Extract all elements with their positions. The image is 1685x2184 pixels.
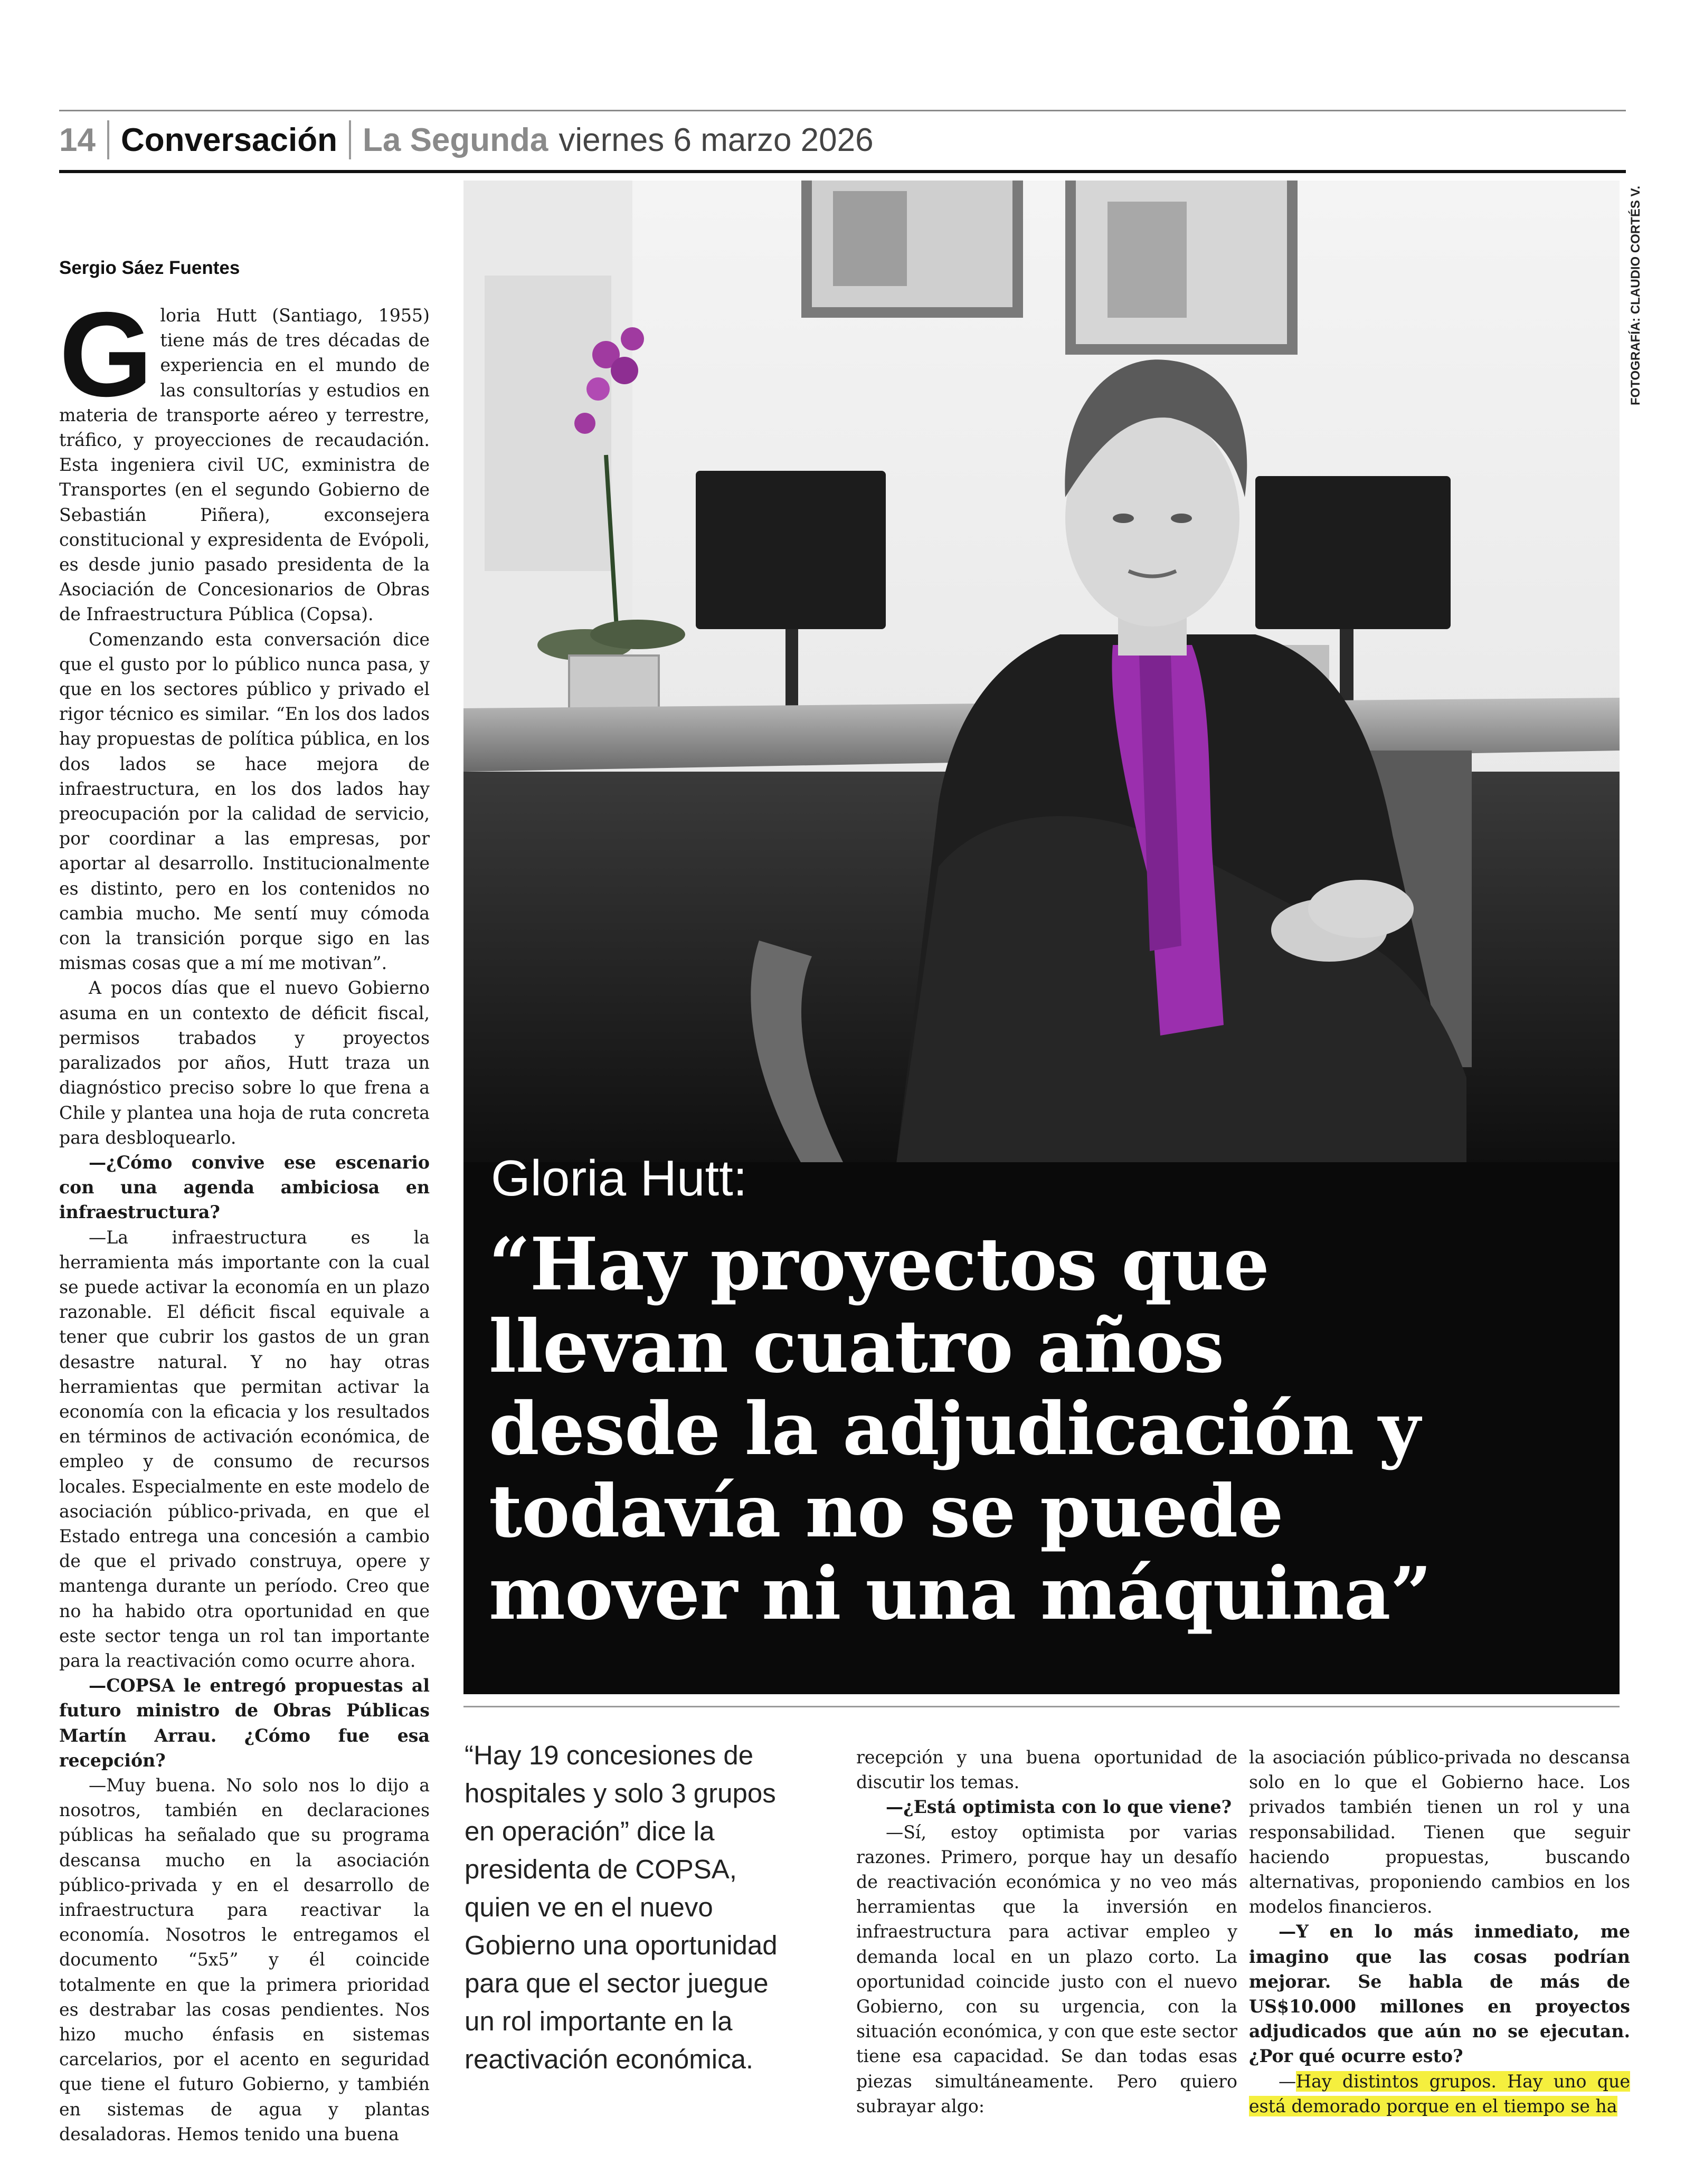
- issue-date: viernes 6 marzo 2026: [558, 121, 874, 158]
- answer-dash: —: [1279, 2071, 1296, 2092]
- interview-question: —¿Cómo convive ese escenario con una agenda ambiciosa en infraestructura?: [59, 1152, 430, 1223]
- pull-quote-line: para que el sector juegue: [465, 1968, 769, 1998]
- article-column-middle: [856, 1745, 1237, 2119]
- headline-line: mover ni una máquina”: [489, 1551, 1432, 1636]
- headline-line: llevan cuatro años: [489, 1304, 1224, 1389]
- pull-quote: [465, 1736, 813, 2078]
- article-column-left: [59, 288, 430, 2147]
- pull-quote-line: Gobierno una oportunidad: [465, 1930, 778, 1960]
- headline-line: “Hay proyectos que: [489, 1222, 1269, 1307]
- byline: Sergio Sáez Fuentes: [59, 258, 240, 278]
- header-separator: [349, 120, 351, 159]
- pull-quote-line: un rol importante en la: [465, 2006, 733, 2036]
- page-header: [59, 116, 874, 164]
- section-rule: [463, 1706, 1620, 1707]
- highlighted-text: Hay distintos grupos. Hay uno que está demorado porque en el tiempo se ha: [1249, 2071, 1630, 2116]
- photo-credit: FOTOGRAFÍA: CLAUDIO CORTÉS V.: [1629, 185, 1643, 406]
- pull-quote-line: hospitales y solo 3 grupos: [465, 1778, 776, 1808]
- page-number: 14: [59, 121, 96, 158]
- interview-answer-continued: recepción y una buena oportunidad de discutir los temas.: [856, 1747, 1237, 1793]
- pull-quote-line: “Hay 19 concesiones de: [465, 1740, 754, 1770]
- pull-quote-line: reactivación económica.: [465, 2044, 754, 2074]
- header-separator: [107, 120, 109, 159]
- interview-answer: —La infraestructura es la herramienta más importante con la cual se puede activar la economía en un plazo razonable. El déficit fiscal equivale a tener que cubrir los gastos de un gran desastre natural. Y no hay otras herramientas que permitan activar la economía con la eficacia y los resultados en términos de activación económica, de empleo y de consumo de recursos locales. Especialmente en este modelo de asociación público-privada, en que el Estado entrega una concesión a cambio de que el privado construya, opere y mantenga durante un período. Creo que no ha habido otra oportunidad en que este sector tenga un rol tan importante para la reactivación como ocurre ahora.: [59, 1227, 430, 1671]
- drop-cap: G: [59, 288, 153, 422]
- headline-kicker: Gloria Hutt:: [491, 1150, 747, 1207]
- pull-quote-line: presidenta de COPSA,: [465, 1854, 737, 1884]
- header-top-rule: [59, 110, 1626, 111]
- paragraph: A pocos días que el nuevo Gobierno asuma en un contexto de déficit fiscal, permisos trabados y proyectos paralizados por años, Hutt traza un diagnóstico preciso sobre lo que frena a Chile y plantea una hoja de ruta concreta para desbloquearlo.: [59, 977, 430, 1148]
- pull-quote-line: en operación” dice la: [465, 1816, 715, 1846]
- interview-answer-continued: la asociación público-privada no descansa solo en lo que el Gobierno hace. Los privados también tienen un rol y una responsabilidad. Tienen que seguir haciendo propuestas, buscando alternativas, proponiendo cambios en los modelos financieros.: [1249, 1747, 1630, 1917]
- paragraph: loria Hutt (Santiago, 1955) tiene más de tres décadas de experiencia en el mundo de las consultorías y estudios en materia de transporte aéreo y terrestre, tráfico, y proyecciones de recaudación. Esta ingeniera civil UC, exministra de Transportes (en el segundo Gobierno de Sebastián Piñera), exconsejera constitucional y expresidenta de Evópoli, es desde junio pasado presidenta de la Asociación de Concesionarios de Obras de Infraestructura Pública (Copsa).: [59, 305, 430, 625]
- headline: [489, 1223, 1608, 1635]
- paragraph: Comenzando esta conversación dice que el gusto por lo público nunca pasa, y que en los sectores público y privado el rigor técnico es similar. “En los dos lados hay propuestas de política pública, en los dos lados se hace mejora de infraestructura, en los dos lados hay preocupación por la calidad de servicio, por coordinar a las empresas, por aportar al desarrollo. Institucionalmente es distinto, pero en los contenidos no cambia mucho. Me sentí muy cómoda con la transición porque sigo en las mismas cosas que a mí me motivan”.: [59, 629, 430, 974]
- interview-question: —¿Está optimista con lo que viene?: [886, 1797, 1232, 1818]
- interview-answer: —Sí, estoy optimista por varias razones. Primero, porque hay un desafío de reactivación económica y no veo más herramientas que la inversión en infraestructura para activar empleo y demanda local en un plazo corto. La oportunidad coincide justo con el nuevo Gobierno, con su urgencia, con la situación económica, y con que este sector tiene esa capacidad. Se dan todas esas piezas simultáneamente. Pero quiero subrayar algo:: [856, 1821, 1237, 2116]
- header-bottom-rule: [59, 170, 1626, 173]
- interview-answer: [1249, 2069, 1630, 2119]
- interview-question: —COPSA le entregó propuestas al futuro ministro de Obras Públicas Martín Arrau. ¿Cómo fue esa recepción?: [59, 1675, 430, 1771]
- portrait-illustration: [463, 181, 1620, 1163]
- section-name: Conversación: [120, 121, 337, 158]
- headline-line: todavía no se puede: [489, 1469, 1283, 1554]
- pull-quote-line: quien ve en el nuevo: [465, 1892, 713, 1922]
- interview-question: —Y en lo más inmediato, me imagino que las cosas podrían mejorar. Se habla de más de US$10.000 millones en proyectos adjudicados que aún no se ejecutan. ¿Por qué ocurre esto?: [1249, 1921, 1630, 2067]
- portrait-photo: [463, 181, 1620, 1163]
- publication-name: La Segunda: [363, 121, 548, 158]
- headline-line: desde la adjudicación y: [489, 1387, 1420, 1471]
- interview-answer: —Muy buena. No solo nos lo dijo a nosotros, también en declaraciones públicas ha señalado que su programa descansa mucho en la asociación público-privada y en el desarrollo de infraestructura para reactivar la economía. Nosotros le entregamos el documento “5x5” y él coincide totalmente en que la primera prioridad es destrabar las cosas pendientes. Nos hizo mucho énfasis en sistemas carcelarios, por el acento en seguridad que tiene el futuro Gobierno, y también en sistemas de agua y plantas desaladoras. Hemos tenido una buena: [59, 1774, 430, 2144]
- article-column-right: [1249, 1745, 1630, 2119]
